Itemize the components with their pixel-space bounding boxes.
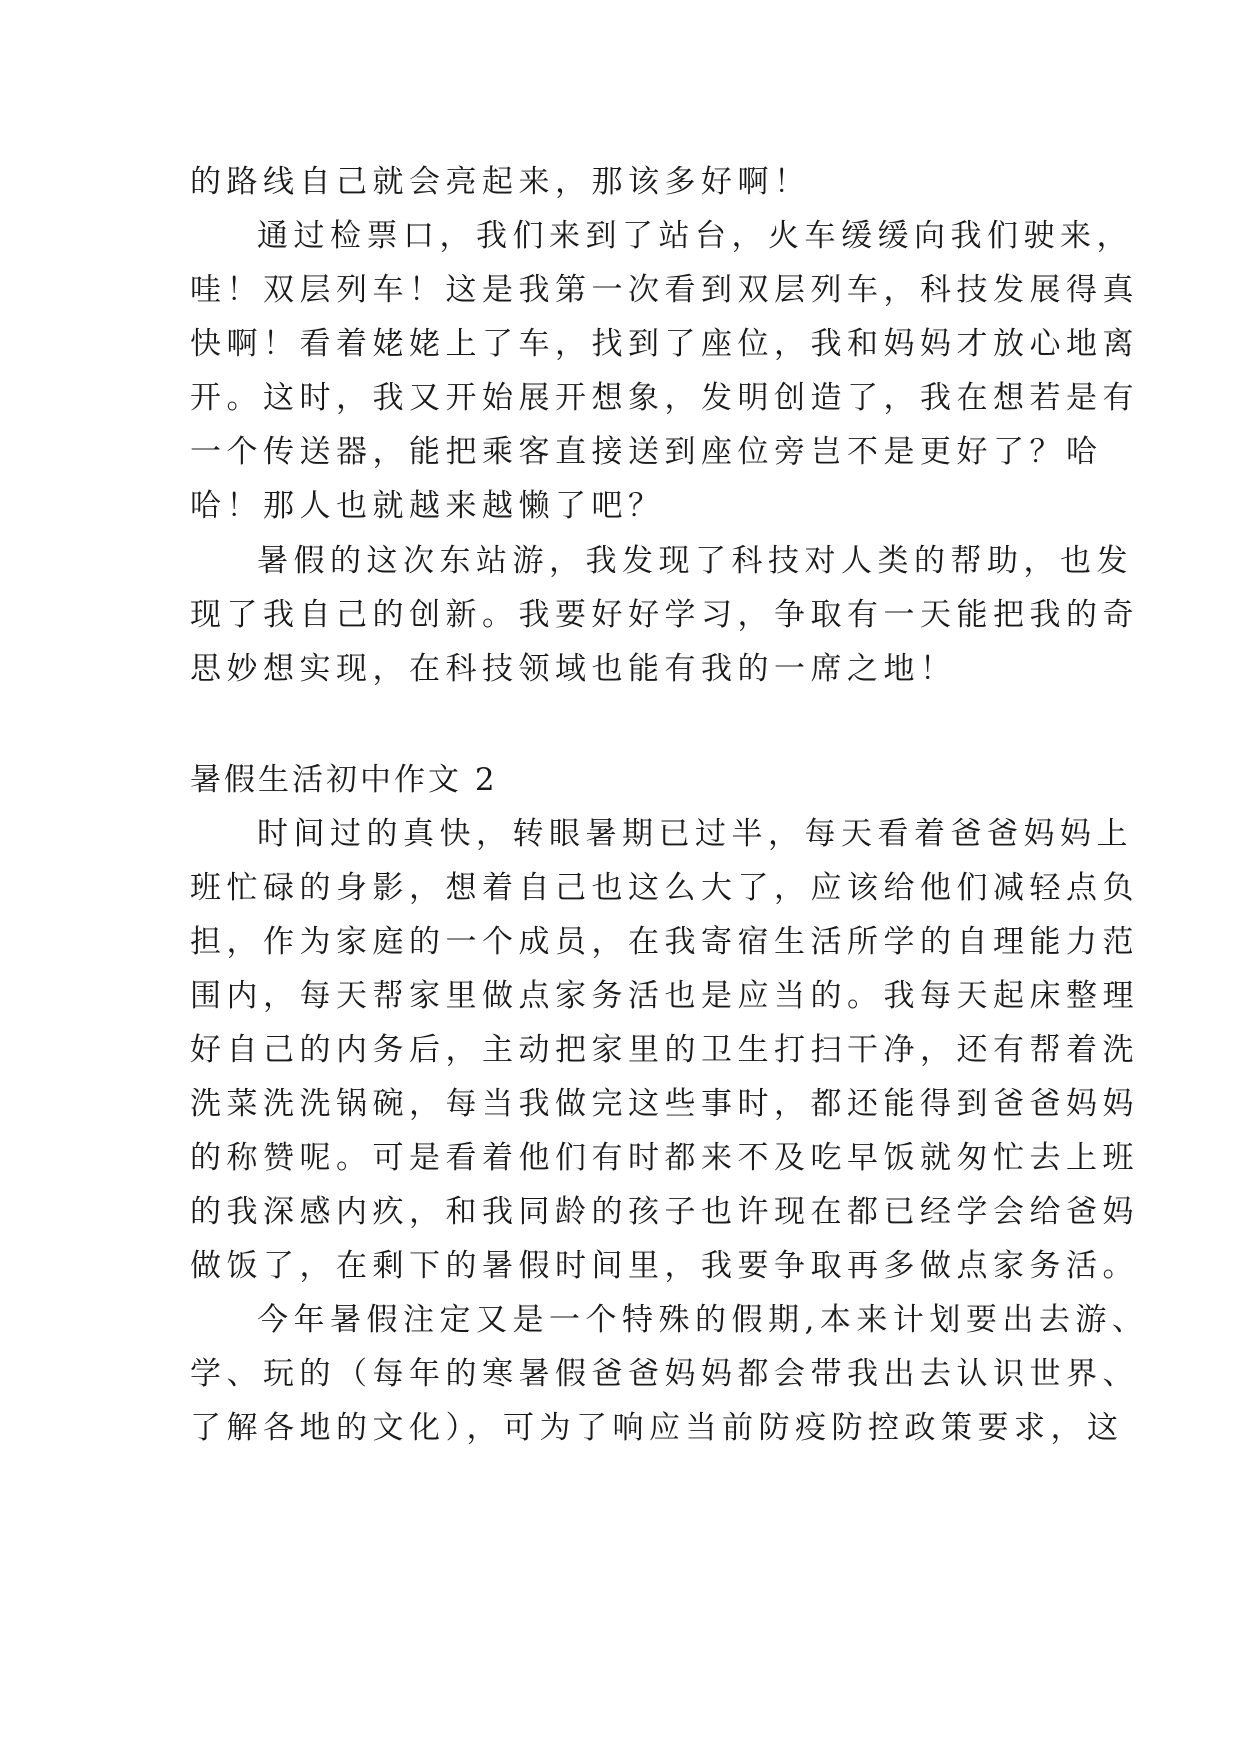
paragraph-line: 学、玩的（每年的寒暑假爸爸妈妈都会带我出去认识世界、 [190,1356,1139,1392]
paragraph-line: 班忙碌的身影，想着自己也这么大了，应该给他们减轻点负 [190,870,1139,906]
paragraph-line: 开。这时，我又开始展开想象，发明创造了，我在想若是有 [190,380,1139,416]
paragraph-line: 一个传送器，能把乘客直接送到座位旁岂不是更好了？哈 [190,434,1103,470]
paragraph-line: 的我深感内疚，和我同龄的孩子也许现在都已经学会给爸妈 [190,1194,1139,1230]
paragraph-line: 的称赞呢。可是看着他们有时都来不及吃早饭就匆忙去上班 [190,1140,1139,1176]
paragraph-line: 快啊！看着姥姥上了车，找到了座位，我和妈妈才放心地离 [190,326,1139,362]
paragraph-line: 围内，每天帮家里做点家务活也是应当的。我每天起床整理 [190,978,1139,1014]
paragraph-line: 做饭了，在剩下的暑假时间里，我要争取再多做点家务活。 [190,1248,1139,1284]
paragraph-line: 担，作为家庭的一个成员，在我寄宿生活所学的自理能力范 [190,924,1139,960]
paragraph-line: 哈！那人也就越来越懒了吧？ [190,488,665,524]
paragraph-line: 洗菜洗洗锅碗，每当我做完这些事时，都还能得到爸爸妈妈 [190,1086,1139,1122]
section-heading: 暑假生活初中作文 2 [190,762,498,798]
paragraph-line: 通过检票口，我们来到了站台，火车缓缓向我们驶来， [257,218,1133,254]
paragraph-line: 思妙想实现，在科技领域也能有我的一席之地！ [190,651,957,687]
paragraph-line: 今年暑假注定又是一个特殊的假期,本来计划要出去游、 [257,1302,1149,1338]
paragraph-line: 哇！双层列车！这是我第一次看到双层列车，科技发展得真 [190,272,1139,308]
paragraph-line: 现了我自己的创新。我要好好学习，争取有一天能把我的奇 [190,597,1139,633]
paragraph-line: 时间过的真快，转眼暑期已过半，每天看着爸爸妈妈上 [257,816,1133,852]
paragraph-line: 暑假的这次东站游，我发现了科技对人类的帮助，也发 [257,543,1133,579]
paragraph-line: 了解各地的文化），可为了响应当前防疫防控政策要求，这 [190,1410,1124,1446]
paragraph-line: 好自己的内务后，主动把家里的卫生打扫干净，还有帮着洗 [190,1032,1139,1068]
paragraph-line: 的路线自己就会亮起来，那该多好啊！ [190,164,811,200]
